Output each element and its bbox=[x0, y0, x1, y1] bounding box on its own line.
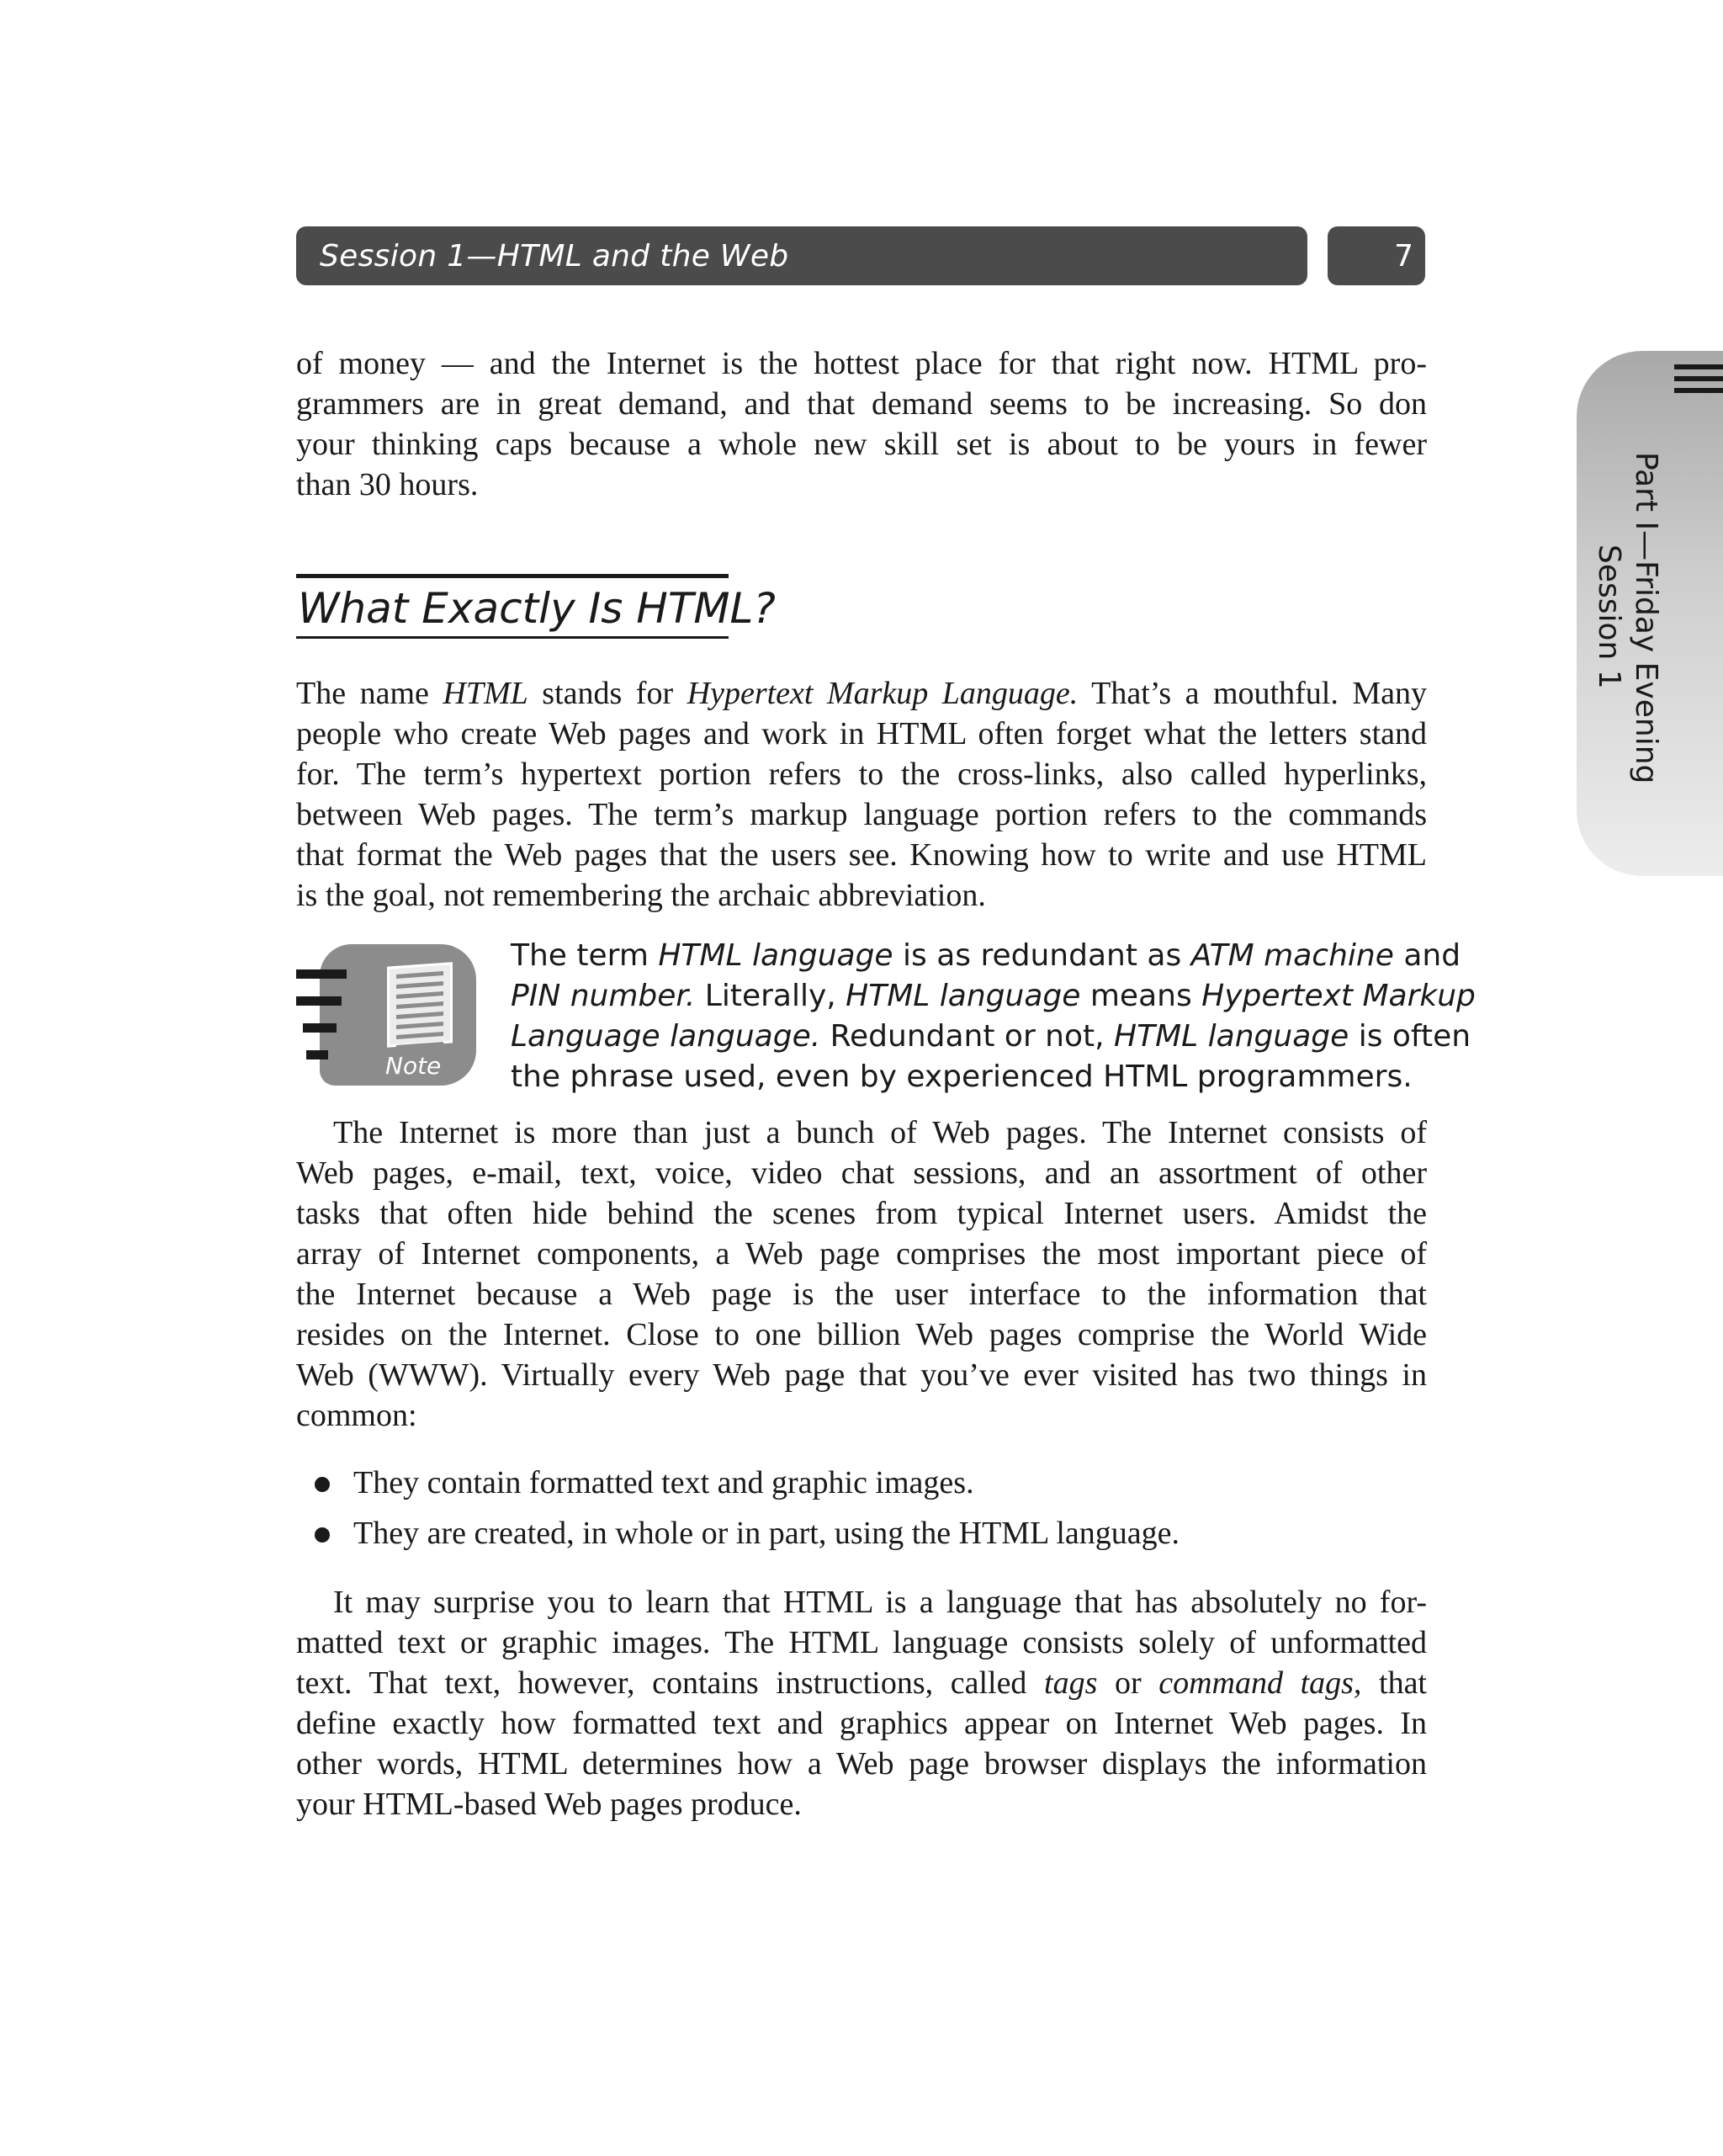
running-header bbox=[296, 226, 1307, 285]
paragraph-what-is-html: The name HTML stands for Hypertext Markup Language. That’s a mouthful. Many people who create Web pages and work in HTML often forget what the letters stand for. The term’s hypertext portion refers to the cross-links, also called hyperlinks, between Web pages. The term’s markup language portion refers to the commands that format the Web pages that the users see. Knowing how to write and use HTML is the goal, not remembering the archaic abbreviation. bbox=[296, 676, 1427, 913]
bullet-icon bbox=[315, 1527, 330, 1543]
page-number-box bbox=[1328, 226, 1425, 285]
side-thumb-tab bbox=[1577, 351, 1723, 876]
list-item: They contain formatted text and graphic images. bbox=[296, 1463, 1427, 1513]
bullet-icon bbox=[315, 1477, 330, 1492]
heading-top-rule bbox=[296, 574, 729, 578]
side-tab-session: Session 1 bbox=[1592, 544, 1626, 689]
list-item: They are created, in whole or in part, using the HTML language. bbox=[296, 1513, 1427, 1564]
paragraph-html-tags: It may surprise you to learn that HTML is a language that has absolutely no for- matted text or graphic images. The HTML language consists solely of unformatted text. That text, however, contains instructions, called tags or command tags, that define exactly how formatted text and graphics appear on Internet Web pages. In other words, HTML determines how a Web page browser displays the information your HTML-based Web pages produce. bbox=[296, 1585, 1427, 1822]
note-paper-icon bbox=[387, 962, 453, 1047]
intro-paragraph: of money — and the Internet is the hottest place for that right now. HTML pro- grammers are in great demand, and that demand seems to be increasing. So don your thinking caps because a whole new skill set is about to be yours in fewer than 30 hours. bbox=[296, 346, 1427, 502]
note-label: Note bbox=[385, 1052, 442, 1080]
heading-underline bbox=[296, 636, 729, 639]
section-heading: What Exactly Is HTML? bbox=[298, 584, 776, 633]
bullet-list bbox=[296, 1463, 1427, 1564]
paragraph-internet: The Internet is more than just a bunch of Web pages. The Internet consists of Web pages, e-mail, text, voice, video chat sessions, and an assortment of other tasks that often hide behind the scenes from typical Internet users. Amidst the array of Internet components, a Web page comprises the most important piece of the Internet because a Web page is the user interface to the information that resides on the Internet. Close to one billion Web pages comprise the World Wide Web (WWW). Virtually every Web page that you’ve ever visited has two things in common: bbox=[296, 1115, 1427, 1433]
note-icon bbox=[296, 944, 476, 1086]
header-title: Session 1—HTML and the Web bbox=[320, 238, 789, 273]
side-tab-part: Part I—Friday Evening bbox=[1629, 452, 1663, 784]
note-text: The term HTML language is as redundant as ATM machine and PIN number. Literally, HTML language means Hypertext Markup Language language. Redundant or not, HTML language is often the phrase used, even by experienced HTML programmers. bbox=[511, 938, 1476, 1094]
page-number: 7 bbox=[1394, 238, 1413, 273]
